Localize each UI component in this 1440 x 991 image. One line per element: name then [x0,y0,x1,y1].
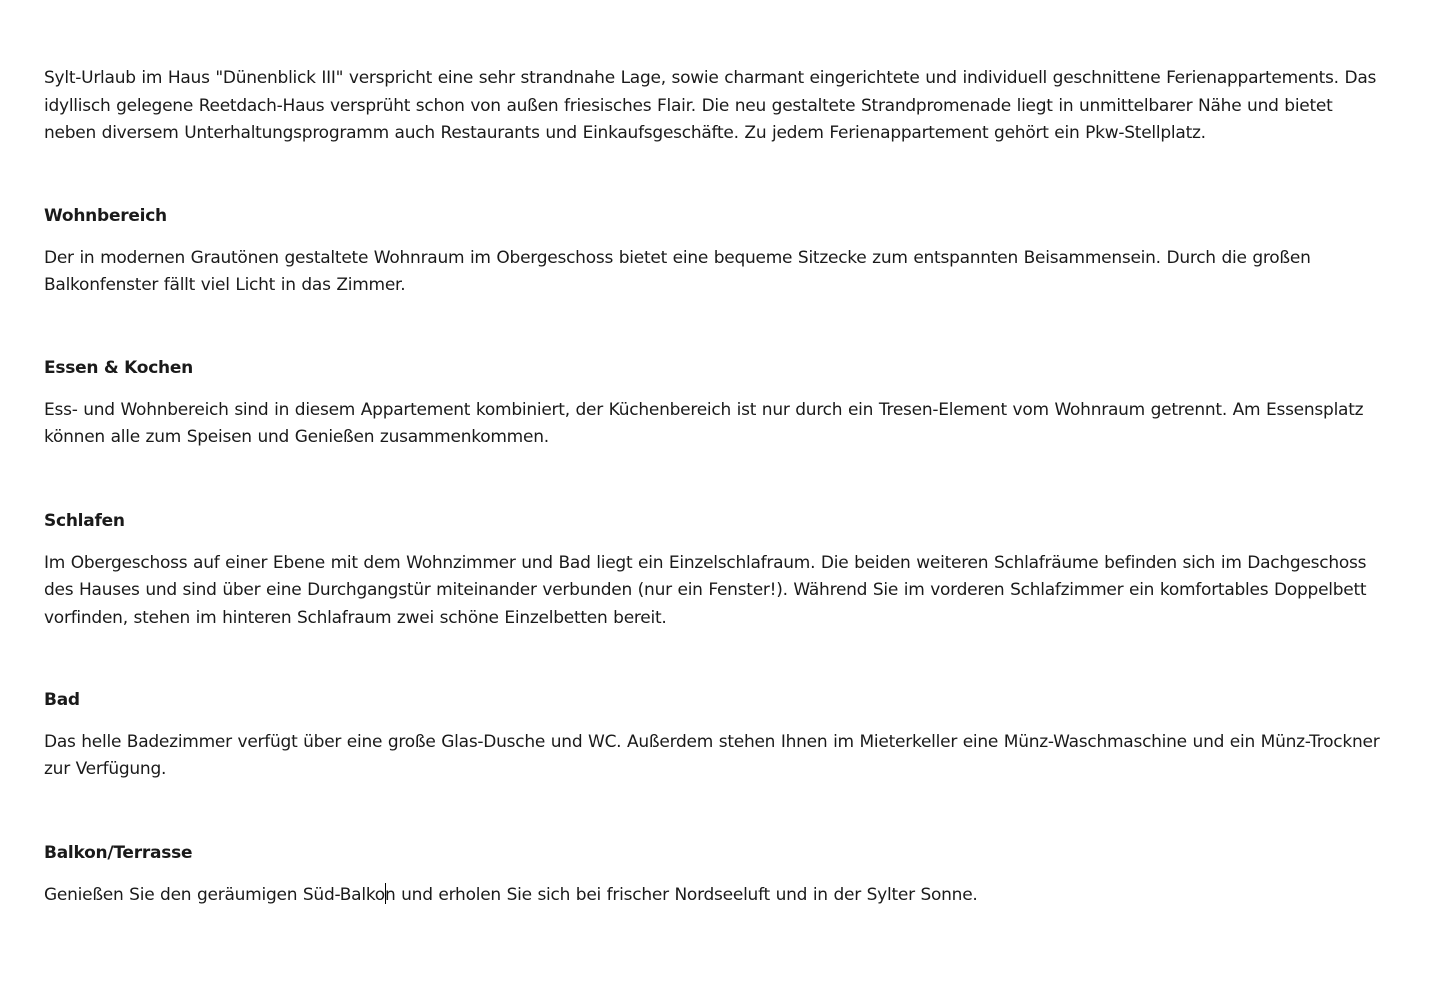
section-essen [44,355,1384,452]
balkon-text-before-caret: Genießen Sie den geräumigen Süd-Balko [44,884,385,905]
section-heading-wohnbereich[interactable]: Wohnbereich [44,206,167,226]
section-text-wohnbereich[interactable]: Der in modernen Grautönen gestaltete Wohnraum im Obergeschoss bietet eine bequeme Sitzecke zum entspannten Beisammensein. Durch die großen Balkonfenster fällt viel Licht in das Zimmer. [44,247,1311,295]
intro-paragraph[interactable]: Sylt-Urlaub im Haus "Dünenblick III" verspricht eine sehr strandnahe Lage, sowie charmant eingerichtete und individuell geschnittene Ferienappartements. Das idyllisch gelegene Reetdach-Haus versprüht schon von außen friesisches Flair. Die neu gestaltete Strandpromenade liegt in unmittelbarer Nähe und bietet neben diversem Unterhaltungsprogramm auch Restaurants und Einkaufsgeschäfte. Zu jedem Ferienappartement gehört ein Pkw-Stellplatz. [44,68,1377,143]
section-balkon [44,840,1384,909]
section-heading-schlafen[interactable]: Schlafen [44,511,125,531]
intro-block [44,65,1384,148]
section-text-balkon[interactable] [44,882,1384,910]
section-text-essen[interactable]: Ess- und Wohnbereich sind in diesem Appartement kombiniert, der Küchenbereich ist nur durch ein Tresen-Element vom Wohnraum getrennt. Am Essensplatz können alle zum Speisen und Genießen zusammenkommen. [44,399,1364,447]
balkon-text-after-caret: n und erholen Sie sich bei frischer Nordseeluft und in der Sylter Sonne. [384,884,978,905]
section-bad [44,687,1384,784]
section-heading-essen[interactable]: Essen & Kochen [44,358,194,378]
section-wohnbereich [44,203,1384,300]
section-text-bad[interactable]: Das helle Badezimmer verfügt über eine große Glas-Dusche und WC. Außerdem stehen Ihnen im Mieterkeller eine Münz-Waschmaschine und ein Münz-Trockner zur Verfügung. [44,731,1380,779]
section-text-schlafen[interactable]: Im Obergeschoss auf einer Ebene mit dem Wohnzimmer und Bad liegt ein Einzelschlafraum. Die beiden weiteren Schlafräume befinden sich im Dachgeschoss des Hauses und sind über eine Durchgangstür miteinander verbunden (nur ein Fenster!). Während Sie im vorderen Schlafzimmer ein komfortables Doppelbett vorfinden, stehen im hinteren Schlafraum zwei schöne Einzelbetten bereit. [44,552,1367,628]
section-heading-bad[interactable]: Bad [44,690,80,710]
section-schlafen [44,508,1384,632]
section-heading-balkon[interactable]: Balkon/Terrasse [44,843,193,863]
